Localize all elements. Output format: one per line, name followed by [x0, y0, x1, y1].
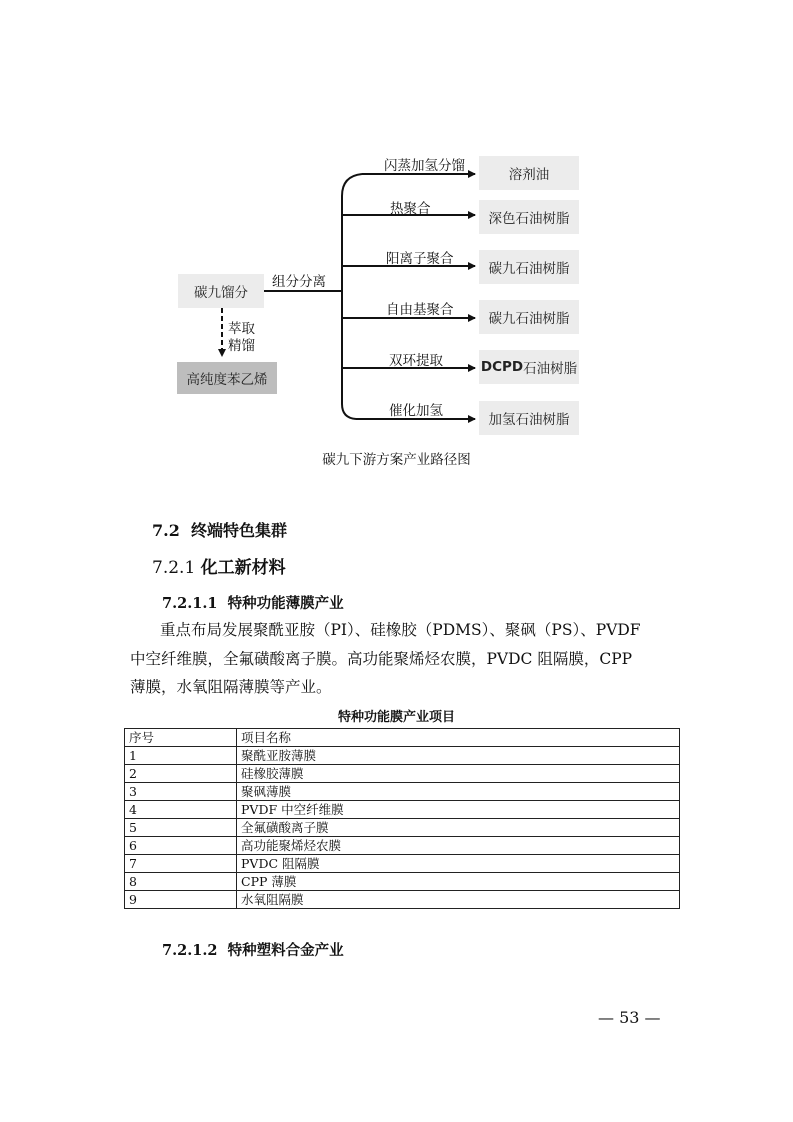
row-index: 6 — [125, 837, 237, 855]
heading-7-2-title: 终端特色集群 — [190, 521, 287, 540]
product-node-2: 深色石油树脂 — [479, 200, 579, 234]
branch-curve-top — [342, 174, 362, 196]
process-label-2: 热聚合 — [390, 201, 431, 217]
table-row — [125, 765, 680, 783]
process-label-5: 双环提取 — [389, 353, 443, 369]
header-project-name: 项目名称 — [237, 729, 680, 747]
dashed-label-1: 萃取 — [228, 321, 255, 337]
table-header-row — [125, 729, 680, 747]
refined-node: 高纯度苯乙烯 — [177, 362, 277, 394]
row-project: 硅橡胶薄膜 — [237, 765, 680, 783]
table-row — [125, 819, 680, 837]
row-index: 9 — [125, 891, 237, 909]
row-project: 水氧阻隔膜 — [237, 891, 680, 909]
row-project: 聚砜薄膜 — [237, 783, 680, 801]
heading-7-2-1-2-title: 特种塑料合金产业 — [227, 942, 344, 959]
process-label-1: 闪蒸加氢分馏 — [384, 158, 465, 174]
product-node-5 — [479, 350, 579, 384]
paragraph-line-2: 中空纤维膜，全氟磺酸离子膜。高功能聚烯烃农膜，PVDC 阻隔膜，CPP — [130, 649, 633, 668]
row-project: CPP 薄膜 — [237, 873, 680, 891]
table-row — [125, 747, 680, 765]
heading-7-2-1-1-number: 7.2.1.1 — [162, 595, 218, 612]
product-node-6: 加氢石油树脂 — [479, 401, 579, 435]
body-paragraph — [130, 616, 680, 702]
row-project: PVDF 中空纤维膜 — [237, 801, 680, 819]
row-index: 4 — [125, 801, 237, 819]
row-project: 全氟磺酸离子膜 — [237, 819, 680, 837]
heading-7-2-1-2-number: 7.2.1.2 — [162, 942, 218, 959]
row-project: 高功能聚烯烃农膜 — [237, 837, 680, 855]
project-table — [124, 728, 680, 909]
heading-7-2-1 — [152, 553, 286, 578]
row-index: 2 — [125, 765, 237, 783]
diagram-caption: 碳九下游方案产业路径图 — [322, 452, 471, 468]
source-node: 碳九馏分 — [178, 274, 264, 308]
table-row — [125, 873, 680, 891]
table-caption: 特种功能膜产业项目 — [337, 710, 455, 725]
heading-7-2-1-1-title: 特种功能薄膜产业 — [227, 595, 344, 612]
header-index: 序号 — [125, 729, 237, 747]
product-node-3: 碳九石油树脂 — [479, 250, 579, 284]
branch-curve-bottom — [342, 404, 356, 419]
paragraph-line-3: 薄膜，水氧阻隔薄膜等产业。 — [130, 678, 332, 696]
product-5-bold: DCPD — [480, 359, 524, 375]
table-row — [125, 891, 680, 909]
table-row — [125, 783, 680, 801]
product-node-1: 溶剂油 — [479, 156, 579, 190]
row-index: 1 — [125, 747, 237, 765]
row-project: 聚酰亚胺薄膜 — [237, 747, 680, 765]
row-index: 8 — [125, 873, 237, 891]
row-index: 7 — [125, 855, 237, 873]
product-node-4: 碳九石油树脂 — [479, 300, 579, 334]
dashed-label-2: 精馏 — [228, 338, 255, 354]
paragraph-line-1: 重点布局发展聚酰亚胺（PI）、硅橡胶（PDMS）、聚砜（PS）、PVDF — [160, 621, 641, 639]
process-label-4: 自由基聚合 — [386, 302, 454, 318]
heading-7-2-1-number: 7.2.1 — [152, 558, 196, 578]
heading-7-2-number: 7.2 — [152, 521, 180, 540]
table-row — [125, 855, 680, 873]
row-index: 3 — [125, 783, 237, 801]
heading-7-2-1-2 — [162, 939, 344, 960]
row-project: PVDC 阻隔膜 — [237, 855, 680, 873]
process-label-6: 催化加氢 — [389, 403, 443, 419]
trunk-label: 组分分离 — [272, 274, 326, 290]
product-5-rest: 石油树脂 — [523, 361, 578, 377]
table-row — [125, 801, 680, 819]
page-number: — 53 — — [598, 1008, 661, 1027]
row-index: 5 — [125, 819, 237, 837]
heading-7-2 — [152, 518, 287, 541]
table-row — [125, 837, 680, 855]
heading-7-2-1-title: 化工新材料 — [200, 558, 286, 578]
heading-7-2-1-1 — [162, 592, 344, 613]
process-label-3: 阳离子聚合 — [386, 251, 454, 267]
